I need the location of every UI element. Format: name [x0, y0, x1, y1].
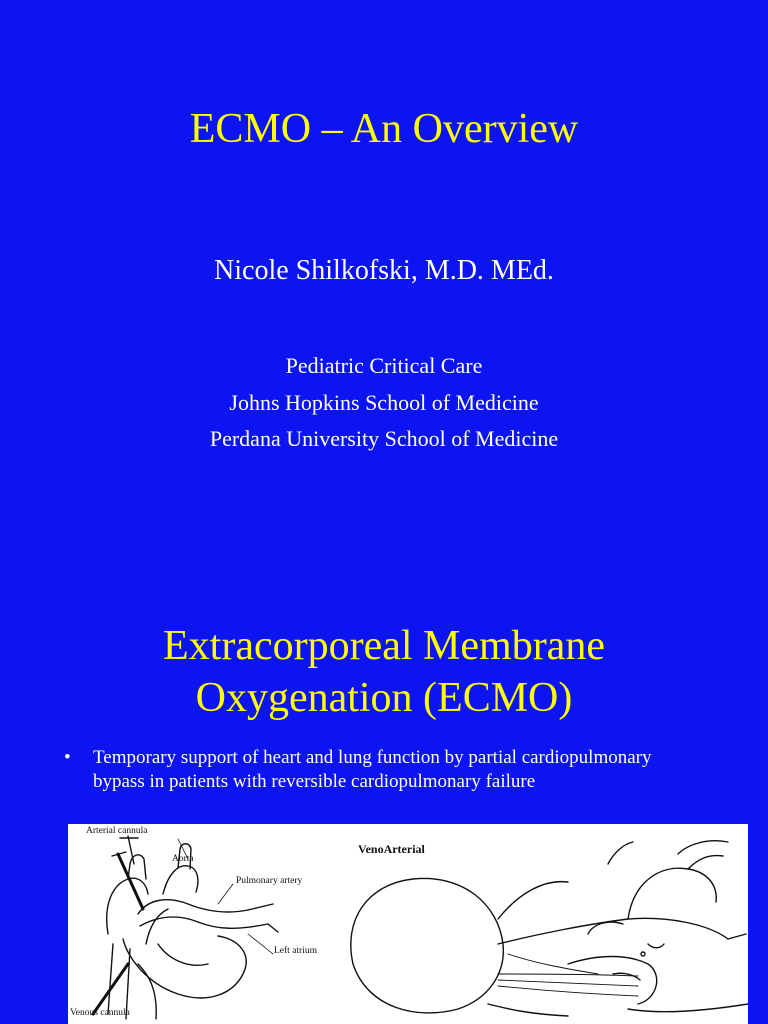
ecmo-diagram: [68, 824, 748, 1024]
content-slide: [0, 576, 768, 1024]
bullet-item: [60, 746, 700, 794]
bullet-text: Temporary support of heart and lung function by partial cardiopulmonary bypass in patients with reversible cardiopulmonary failure: [93, 747, 652, 792]
bullet-icon: •: [64, 747, 71, 768]
slide-title: ECMO – An Overview: [189, 106, 579, 152]
author-name: Nicole Shilkofski, M.D. MEd.: [214, 255, 554, 286]
figure-title: VenoArterial: [358, 842, 425, 856]
figure-label: Left atrium: [274, 946, 317, 956]
infant-illustration: [351, 841, 748, 1016]
figure-label: Venous cannula: [70, 1008, 130, 1018]
figure-label: Pulmonary artery: [236, 876, 303, 886]
affiliation-line: Pediatric Critical Care: [285, 353, 483, 378]
affiliation-line: Johns Hopkins School of Medicine: [229, 390, 539, 415]
figure-label: Arterial cannula: [86, 826, 148, 836]
figure-label: Aorta: [172, 854, 194, 864]
affiliation-line: Perdana University School of Medicine: [209, 426, 559, 451]
slide-title: [0, 620, 768, 724]
slide-title-line: Extracorporeal Membrane: [163, 623, 605, 669]
slide-title-line: Oxygenation (ECMO): [195, 675, 573, 721]
